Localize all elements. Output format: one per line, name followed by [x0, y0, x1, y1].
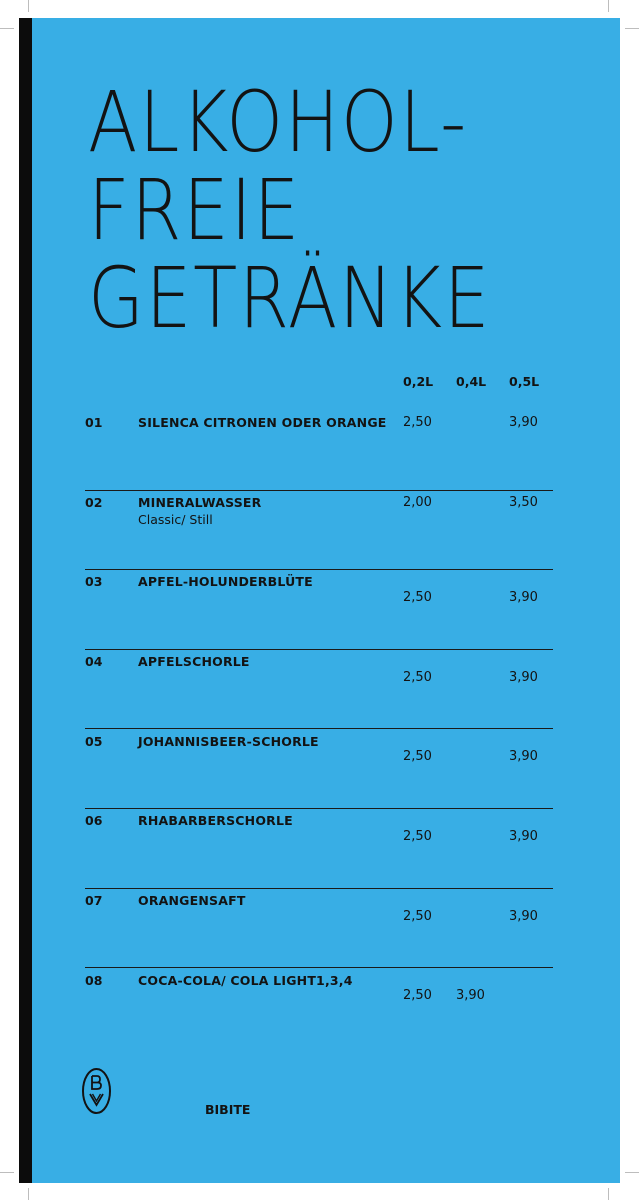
price-0-2l: 2,50 — [403, 749, 432, 764]
column-header-0-2l: 0,2L — [403, 374, 434, 389]
brand-name: BIBITE — [205, 1102, 251, 1117]
divider — [85, 649, 553, 650]
price-0-2l: 2,50 — [403, 988, 432, 1003]
crop-mark — [28, 1188, 29, 1200]
divider — [85, 490, 553, 491]
item-number: 04 — [85, 654, 103, 669]
item-number: 02 — [85, 495, 103, 510]
item-number: 07 — [85, 893, 103, 908]
page-title — [88, 73, 492, 347]
price-0-2l: 2,50 — [403, 670, 432, 685]
item-number: 01 — [85, 415, 103, 430]
item-number: 03 — [85, 574, 103, 589]
item-name: SILENCA CITRONEN ODER ORANGE — [138, 415, 387, 430]
price-0-5l: 3,90 — [509, 829, 538, 844]
item-name: RHABARBERSCHORLE — [138, 813, 293, 828]
crop-mark — [625, 28, 639, 29]
spine-bar — [19, 18, 32, 1183]
item-number: 05 — [85, 734, 103, 749]
divider — [85, 728, 553, 729]
title-line-1: ALKOHOL- — [88, 73, 468, 171]
price-0-2l: 2,50 — [403, 909, 432, 924]
price-0-5l: 3,50 — [509, 495, 538, 510]
crop-mark — [28, 0, 29, 12]
price-0-5l: 3,90 — [509, 909, 538, 924]
column-header-0-5l: 0,5L — [509, 374, 540, 389]
crop-mark — [625, 1172, 639, 1173]
crop-mark — [608, 0, 609, 12]
price-0-5l: 3,90 — [509, 590, 538, 605]
price-0-2l: 2,50 — [403, 829, 432, 844]
item-subtitle: Classic/ Still — [138, 512, 213, 527]
divider — [85, 967, 553, 968]
item-name: ORANGENSAFT — [138, 893, 246, 908]
item-number: 06 — [85, 813, 103, 828]
price-0-2l: 2,50 — [403, 415, 432, 430]
item-name: JOHANNISBEER-SCHORLE — [138, 734, 319, 749]
title-line-2: FREIE — [88, 161, 301, 259]
price-0-5l: 3,90 — [509, 415, 538, 430]
crop-mark — [0, 28, 14, 29]
item-name: COCA-COLA/ COLA LIGHT1,3,4 — [138, 973, 353, 988]
price-0-2l: 2,00 — [403, 495, 432, 510]
divider — [85, 888, 553, 889]
crop-mark — [608, 1188, 609, 1200]
item-number: 08 — [85, 973, 103, 988]
price-0-2l: 2,50 — [403, 590, 432, 605]
crop-mark — [0, 1172, 14, 1173]
column-header-0-4l: 0,4L — [456, 374, 487, 389]
price-0-5l: 3,90 — [509, 749, 538, 764]
price-0-4l: 3,90 — [456, 988, 485, 1003]
title-line-3: GETRÄNKE — [88, 249, 492, 347]
item-name: MINERALWASSER — [138, 495, 262, 510]
divider — [85, 808, 553, 809]
price-0-5l: 3,90 — [509, 670, 538, 685]
item-name: APFELSCHORLE — [138, 654, 250, 669]
brand-logo-icon — [81, 1067, 112, 1115]
divider — [85, 569, 553, 570]
item-name: APFEL-HOLUNDERBLÜTE — [138, 574, 313, 589]
